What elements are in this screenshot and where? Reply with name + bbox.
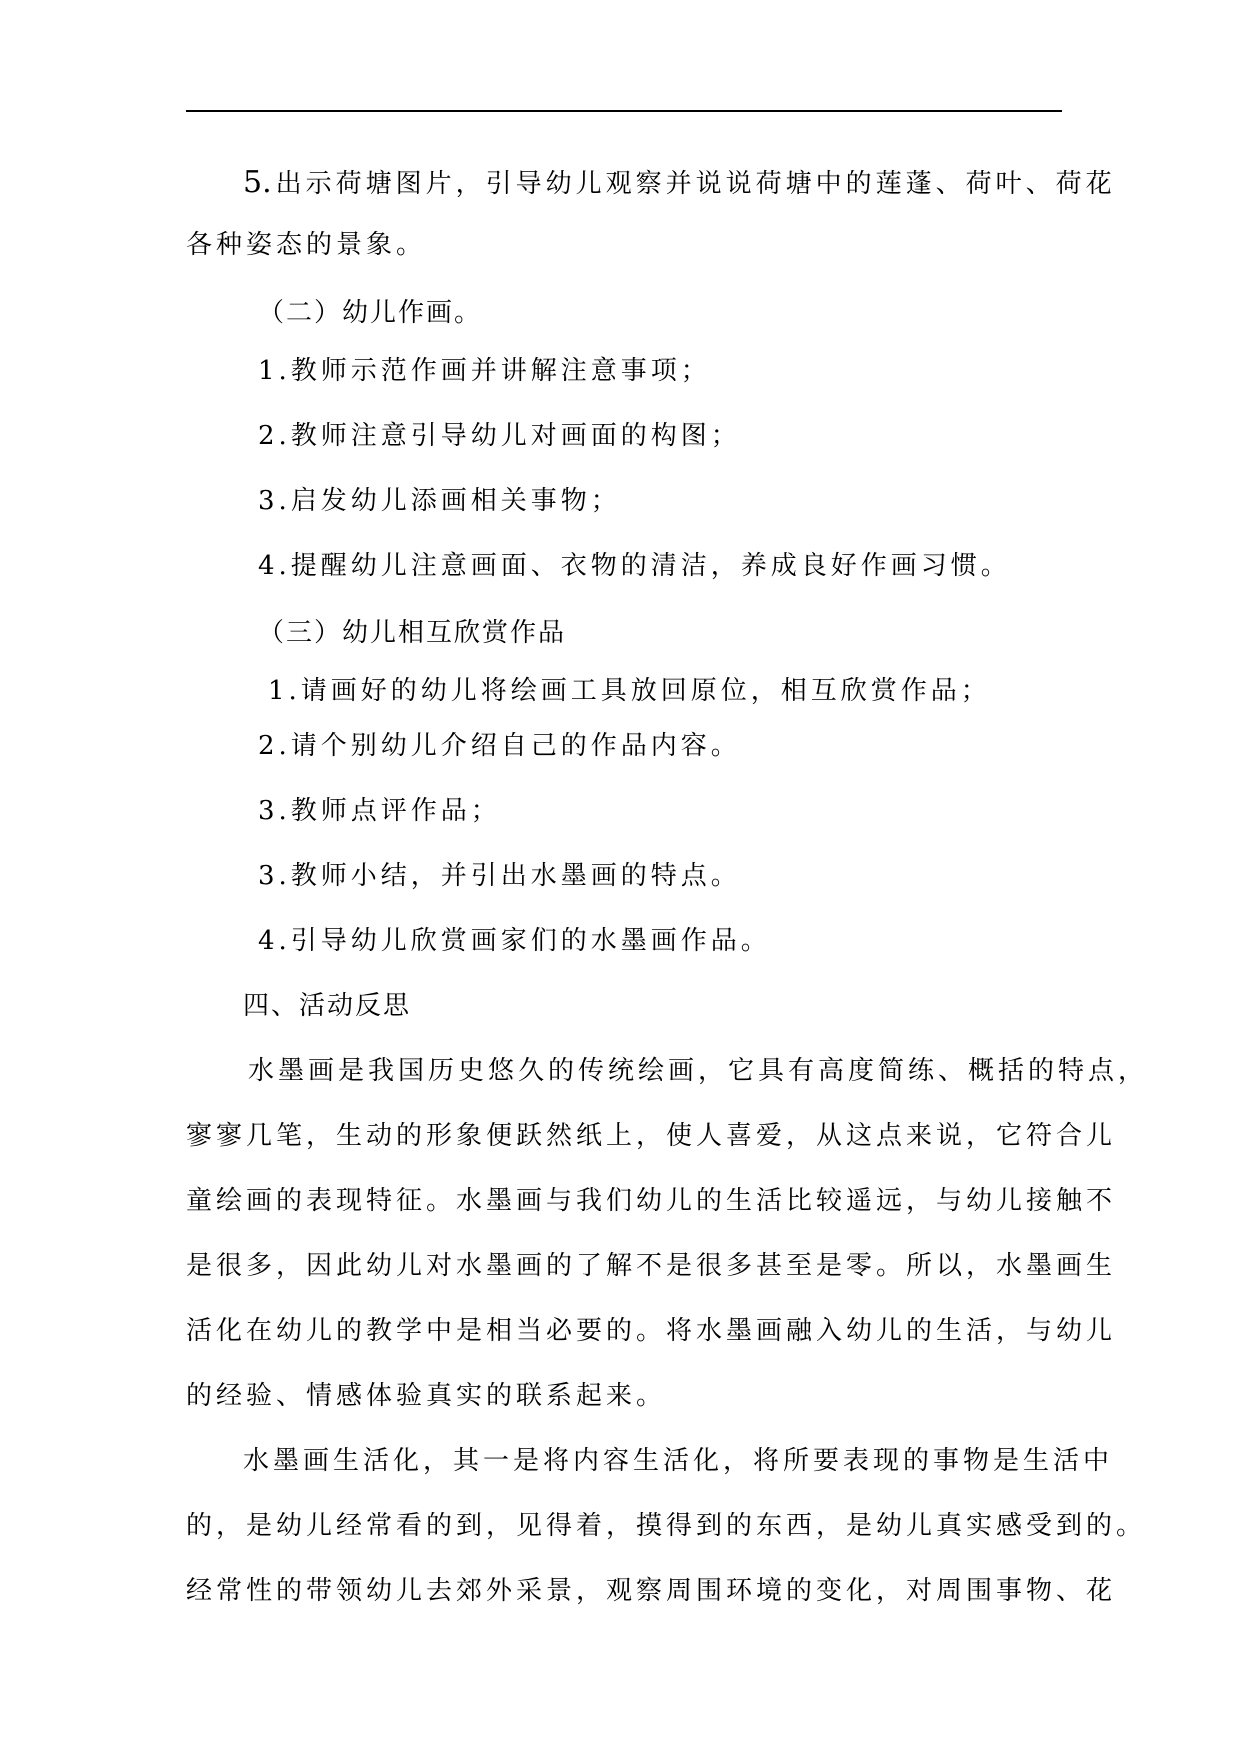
part-three-item: 3.教师小结，并引出水墨画的特点。	[258, 861, 741, 891]
part-three-item: 2.请个别幼儿介绍自己的作品内容。	[258, 731, 741, 761]
part-three-item: 4.引导幼儿欣赏画家们的水墨画作品。	[258, 926, 771, 956]
reflection-paragraph-1-line: 的经验、情感体验真实的联系起来。	[186, 1381, 667, 1411]
part-two-item: 1.教师示范作画并讲解注意事项；	[258, 356, 711, 386]
reflection-paragraph-2-line: 经常性的带领幼儿去郊外采景，观察周围环境的变化，对周围事物、花	[186, 1576, 1117, 1606]
reflection-paragraph-2-line: 水墨画生活化，其一是将内容生活化，将所要表现的事物是生活中	[243, 1446, 1114, 1476]
reflection-paragraph-1-line: 寥寥几笔，生动的形象便跃然纸上，使人喜爱，从这点来说，它符合儿	[186, 1121, 1117, 1151]
header-rule	[186, 110, 1062, 112]
part-two-item: 4.提醒幼儿注意画面、衣物的清洁，养成良好作画习惯。	[258, 551, 1011, 581]
item-5-line-2: 各种姿态的景象。	[186, 230, 427, 260]
item-5-number: 5.	[243, 165, 272, 200]
part-three-item: 1.请画好的幼儿将绘画工具放回原位，相互欣赏作品；	[268, 676, 991, 706]
reflection-paragraph-1-line: 童绘画的表现特征。水墨画与我们幼儿的生活比较遥远，与幼儿接触不	[186, 1186, 1117, 1216]
reflection-paragraph-1-line: 是很多，因此幼儿对水墨画的了解不是很多甚至是零。所以，水墨画生	[186, 1251, 1117, 1281]
section-four-heading: 四、活动反思	[243, 991, 412, 1021]
reflection-paragraph-1-line: 水墨画是我国历史悠久的传统绘画，它具有高度简练、概括的特点，	[248, 1056, 1149, 1086]
item-5-line-1	[243, 165, 1116, 202]
part-two-item: 2.教师注意引导幼儿对画面的构图；	[258, 421, 741, 451]
part-two-item: 3.启发幼儿添画相关事物；	[258, 486, 621, 516]
part-three-item: 3.教师点评作品；	[258, 796, 501, 826]
part-two-heading: （二）幼儿作画。	[258, 298, 483, 328]
reflection-paragraph-1-line: 活化在幼儿的教学中是相当必要的。将水墨画融入幼儿的生活，与幼儿	[186, 1316, 1117, 1346]
item-5-text: 出示荷塘图片，引导幼儿观察并说说荷塘中的莲蓬、荷叶、荷花	[275, 169, 1116, 199]
reflection-paragraph-2-line: 的，是幼儿经常看的到，见得着，摸得到的东西，是幼儿真实感受到的。	[186, 1511, 1147, 1541]
part-three-heading: （三）幼儿相互欣赏作品	[258, 618, 567, 648]
